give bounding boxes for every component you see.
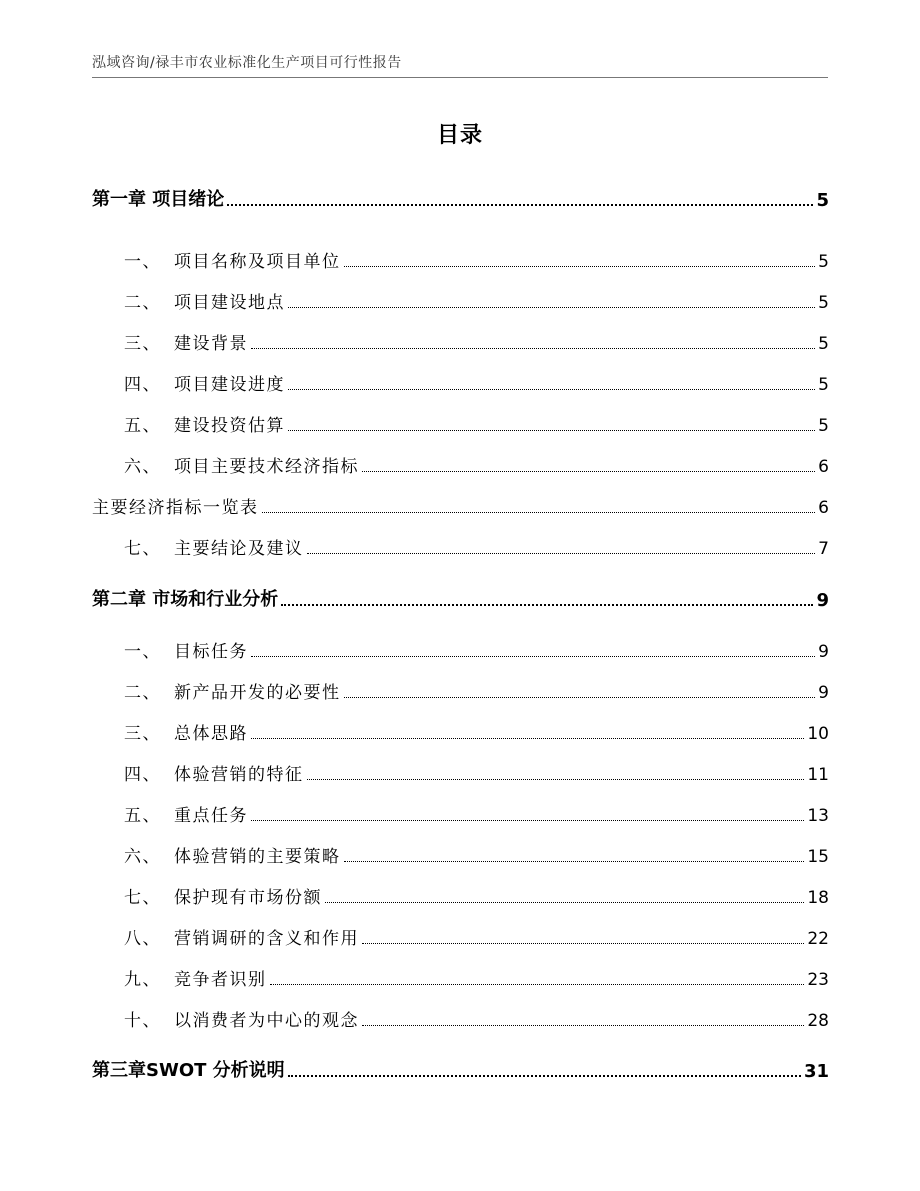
toc-dot-leader bbox=[288, 389, 815, 390]
toc-dot-leader bbox=[227, 204, 813, 206]
toc-dot-leader bbox=[344, 861, 805, 862]
toc-entry-label: 五、 建设投资估算 bbox=[124, 416, 285, 436]
toc-page-number: 6 bbox=[818, 457, 829, 477]
toc-dot-leader bbox=[270, 984, 805, 985]
toc-section-1-7[interactable] bbox=[92, 534, 829, 559]
toc-page-number: 18 bbox=[807, 888, 829, 908]
toc-dot-leader bbox=[288, 430, 815, 431]
toc-page-number: 5 bbox=[816, 190, 829, 211]
toc-section-2-4[interactable] bbox=[92, 760, 829, 785]
toc-dot-leader bbox=[344, 697, 816, 698]
toc-dot-leader bbox=[362, 1025, 804, 1026]
toc-section-1-6[interactable] bbox=[92, 452, 829, 477]
toc-dot-leader bbox=[251, 348, 815, 349]
toc-page-number: 13 bbox=[807, 806, 829, 826]
toc-page-number: 9 bbox=[818, 683, 829, 703]
toc-section-2-3[interactable] bbox=[92, 719, 829, 744]
toc-page-number: 6 bbox=[818, 498, 829, 518]
toc-dot-leader bbox=[281, 604, 813, 606]
toc-page-number: 23 bbox=[807, 970, 829, 990]
toc-entry-label: 三、 总体思路 bbox=[124, 724, 248, 744]
toc-page-number: 22 bbox=[807, 929, 829, 949]
toc-entry-label: 第三章SWOT 分析说明 bbox=[92, 1060, 285, 1081]
toc-entry-label: 八、 营销调研的含义和作用 bbox=[124, 929, 359, 949]
toc-page-number: 15 bbox=[807, 847, 829, 867]
toc-entry-label: 九、 竞争者识别 bbox=[124, 970, 267, 990]
toc-dot-leader bbox=[307, 779, 805, 780]
toc-entry-label: 第二章 市场和行业分析 bbox=[92, 589, 279, 610]
toc-dot-leader bbox=[325, 902, 804, 903]
toc-page-number: 9 bbox=[816, 590, 829, 611]
toc-section-2-1[interactable] bbox=[92, 637, 829, 662]
toc-page-number: 28 bbox=[807, 1011, 829, 1031]
toc-section-1-2[interactable] bbox=[92, 288, 829, 313]
toc-section-2-6[interactable] bbox=[92, 842, 829, 867]
toc-dot-leader bbox=[288, 1075, 801, 1077]
toc-section-2-5[interactable] bbox=[92, 801, 829, 826]
toc-entry-label: 十、 以消费者为中心的观念 bbox=[124, 1011, 359, 1031]
toc-section-2-9[interactable] bbox=[92, 965, 829, 990]
toc-entry-label: 五、 重点任务 bbox=[124, 806, 248, 826]
toc-entry-label: 三、 建设背景 bbox=[124, 334, 248, 354]
toc-page-number: 5 bbox=[818, 252, 829, 272]
toc-entry-label: 七、 主要结论及建议 bbox=[124, 539, 304, 559]
toc-dot-leader bbox=[288, 307, 815, 308]
toc-page-number: 10 bbox=[807, 724, 829, 744]
toc-page-number: 11 bbox=[807, 765, 829, 785]
toc-section-1-1[interactable] bbox=[92, 247, 829, 272]
toc-page-number: 9 bbox=[818, 642, 829, 662]
toc-entry-label: 四、 项目建设进度 bbox=[124, 375, 285, 395]
toc-page-number: 5 bbox=[818, 334, 829, 354]
toc-dot-leader bbox=[251, 738, 804, 739]
toc-chapter-3[interactable] bbox=[92, 1056, 829, 1082]
toc-section-2-2[interactable] bbox=[92, 678, 829, 703]
toc-section-1-5[interactable] bbox=[92, 411, 829, 436]
toc-chapter-2[interactable] bbox=[92, 585, 829, 611]
toc-chapter-1[interactable] bbox=[92, 185, 829, 211]
toc-page-number: 5 bbox=[818, 293, 829, 313]
toc-page-number: 7 bbox=[818, 539, 829, 559]
toc-entry-label: 二、 项目建设地点 bbox=[124, 293, 285, 313]
toc-entry-label: 四、 体验营销的特征 bbox=[124, 765, 304, 785]
header-divider bbox=[92, 77, 828, 78]
toc-entry-label: 主要经济指标一览表 bbox=[92, 498, 259, 518]
toc-entry-label: 第一章 项目绪论 bbox=[92, 189, 225, 210]
toc-section-2-7[interactable] bbox=[92, 883, 829, 908]
toc-entry-label: 一、 目标任务 bbox=[124, 642, 248, 662]
toc-page-number: 31 bbox=[803, 1061, 829, 1082]
toc-dot-leader bbox=[251, 820, 804, 821]
toc-dot-leader bbox=[262, 512, 816, 513]
toc-section-1-3[interactable] bbox=[92, 329, 829, 354]
running-header: 泓域咨询/禄丰市农业标准化生产项目可行性报告 bbox=[92, 55, 402, 71]
toc-page-number: 5 bbox=[818, 375, 829, 395]
toc-entry-label: 六、 体验营销的主要策略 bbox=[124, 847, 341, 867]
toc-section-1-4[interactable] bbox=[92, 370, 829, 395]
toc-dot-leader bbox=[251, 656, 815, 657]
toc-dot-leader bbox=[307, 553, 816, 554]
toc-entry-label: 二、 新产品开发的必要性 bbox=[124, 683, 341, 703]
toc-entry-label: 一、 项目名称及项目单位 bbox=[124, 252, 341, 272]
toc-dot-leader bbox=[344, 266, 816, 267]
toc-section-2-8[interactable] bbox=[92, 924, 829, 949]
toc-title: 目录 bbox=[436, 123, 483, 148]
toc-dot-leader bbox=[362, 471, 815, 472]
toc-entry-label: 七、 保护现有市场份额 bbox=[124, 888, 322, 908]
toc-dot-leader bbox=[362, 943, 804, 944]
toc-table-entry[interactable] bbox=[92, 493, 829, 518]
toc-entry-label: 六、 项目主要技术经济指标 bbox=[124, 457, 359, 477]
toc-page-number: 5 bbox=[818, 416, 829, 436]
toc-section-2-10[interactable] bbox=[92, 1006, 829, 1031]
